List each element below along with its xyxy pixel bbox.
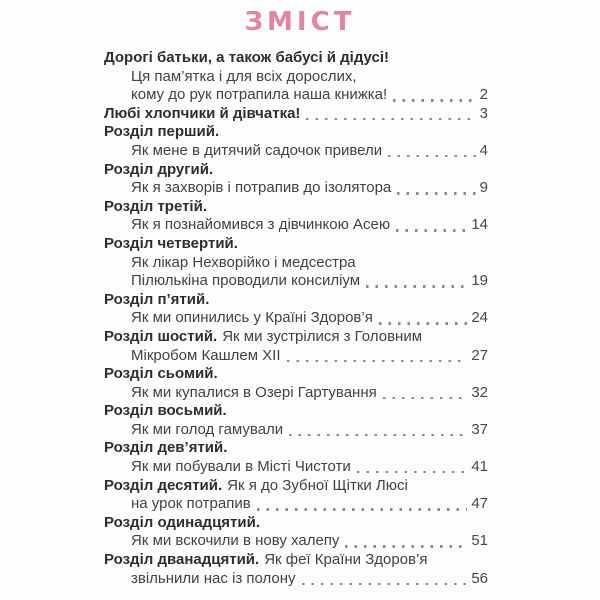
toc-line bbox=[104, 458, 488, 477]
toc-line bbox=[104, 105, 488, 124]
dot-leader bbox=[257, 508, 468, 510]
toc-line-bold: Розділ другий. bbox=[104, 160, 214, 178]
toc-line bbox=[104, 235, 488, 254]
toc-line bbox=[104, 347, 488, 366]
dot-leader bbox=[357, 471, 468, 473]
toc-line-text: Як я захворів і потрапив до ізолятора bbox=[131, 179, 392, 197]
toc-line-text: Як ми голод гамували bbox=[131, 420, 284, 438]
toc-line bbox=[104, 532, 488, 551]
page-number: 47 bbox=[471, 495, 488, 513]
page-number: 32 bbox=[471, 383, 488, 401]
toc-line-bold: Любі хлопчики й дівчатка! bbox=[104, 104, 301, 122]
page-number: 24 bbox=[471, 309, 488, 327]
toc-line-text: Як ми вскочили в нову халепу bbox=[131, 532, 340, 550]
toc-line bbox=[104, 216, 488, 235]
dot-leader bbox=[287, 360, 468, 362]
dot-leader bbox=[396, 229, 467, 231]
toc-line bbox=[104, 477, 488, 496]
toc-line-text: Мікробом Кашлем XII bbox=[131, 346, 281, 364]
toc-line-bold: Дорогі батьки, а також бабусі й дідусі! bbox=[104, 49, 390, 66]
dot-leader bbox=[345, 545, 467, 547]
toc-line-text: Як ми опинились у Країні Здоров’я bbox=[131, 309, 373, 327]
toc-line bbox=[104, 123, 488, 142]
toc-line bbox=[104, 495, 488, 514]
page-title: ЗМІСТ bbox=[244, 7, 356, 37]
toc-line-bold: Розділ п’ятий. bbox=[104, 290, 210, 308]
toc-line bbox=[104, 68, 488, 87]
toc-line-bold: Розділ перший. bbox=[104, 123, 220, 141]
dot-leader bbox=[302, 583, 468, 585]
page-number: 27 bbox=[471, 346, 488, 364]
toc-line bbox=[104, 161, 488, 180]
toc-line-text: Як ми зустрілися з Головним bbox=[222, 327, 423, 345]
page-number: 51 bbox=[471, 532, 488, 550]
toc-list bbox=[104, 49, 488, 588]
toc-line bbox=[104, 439, 488, 458]
toc-line-text: Пілюлькіна проводили консиліум bbox=[131, 272, 361, 290]
page-number: 9 bbox=[479, 179, 488, 197]
toc-line-bold: Розділ десятий. bbox=[104, 476, 223, 494]
page-number: 56 bbox=[471, 569, 488, 587]
toc-line bbox=[104, 365, 488, 384]
toc-line-text: Ця пам’ятка і для всіх дорослих, bbox=[131, 67, 357, 85]
page-number: 19 bbox=[471, 272, 488, 290]
toc-line-text: кому до рук потрапила наша книжка! bbox=[131, 86, 388, 104]
toc-line-bold: Розділ дванадцятий. bbox=[104, 551, 260, 569]
dot-leader bbox=[397, 192, 475, 194]
toc-line bbox=[104, 570, 488, 589]
toc-line-text: Як лікар Нехворійко і медсестра bbox=[131, 253, 356, 271]
toc-line bbox=[104, 384, 488, 403]
toc-line-text: Як ми купалися в Озері Гартування bbox=[131, 383, 377, 401]
dot-leader bbox=[366, 285, 467, 287]
page-number: 3 bbox=[479, 104, 488, 122]
toc-line-text: Як я до Зубної Щітки Люсі bbox=[227, 476, 408, 494]
page-number: 4 bbox=[479, 141, 488, 159]
toc-line-bold: Розділ третій. bbox=[104, 197, 207, 215]
toc-line bbox=[104, 198, 488, 217]
toc-line bbox=[104, 328, 488, 347]
page-number: 14 bbox=[471, 216, 488, 234]
toc-line bbox=[104, 514, 488, 533]
toc-line bbox=[104, 402, 488, 421]
toc-line-text: на урок потрапив bbox=[131, 495, 251, 513]
toc-line-text: Як мене в дитячий садочок привели bbox=[131, 141, 383, 159]
toc-line-bold: Розділ шостий. bbox=[104, 327, 218, 345]
toc-line-bold: Розділ восьмий. bbox=[104, 402, 227, 420]
toc-line bbox=[104, 291, 488, 310]
toc-line bbox=[104, 49, 488, 68]
toc-line bbox=[104, 179, 488, 198]
page-number: 2 bbox=[479, 86, 488, 104]
toc-line bbox=[104, 421, 488, 440]
toc-line-text: Як я познайомився з дівчинкою Асею bbox=[131, 216, 391, 234]
toc-line-bold: Розділ одинадцятий. bbox=[104, 513, 260, 531]
toc-line bbox=[104, 86, 488, 105]
toc-line-bold: Розділ дев’ятий. bbox=[104, 439, 228, 457]
toc-line bbox=[104, 551, 488, 570]
toc-line-text: звільнили нас із полону bbox=[131, 569, 296, 587]
dot-leader bbox=[393, 99, 475, 101]
toc-line-text: Як ми побували в Місті Чистоти bbox=[131, 458, 351, 476]
dot-leader bbox=[383, 397, 468, 399]
toc-line bbox=[104, 272, 488, 291]
toc-line-bold: Розділ четвертий. bbox=[104, 234, 238, 252]
dot-leader bbox=[379, 322, 467, 324]
toc-line bbox=[104, 142, 488, 161]
page-number: 37 bbox=[471, 420, 488, 438]
toc-line-bold: Розділ сьомий. bbox=[104, 365, 218, 383]
dot-leader bbox=[306, 118, 475, 120]
toc-line bbox=[104, 254, 488, 273]
page-number: 41 bbox=[471, 458, 488, 476]
toc-line bbox=[104, 309, 488, 328]
dot-leader bbox=[289, 434, 467, 436]
toc-line-text: Як феї Країни Здоров’я bbox=[264, 551, 428, 569]
dot-leader bbox=[388, 155, 476, 157]
